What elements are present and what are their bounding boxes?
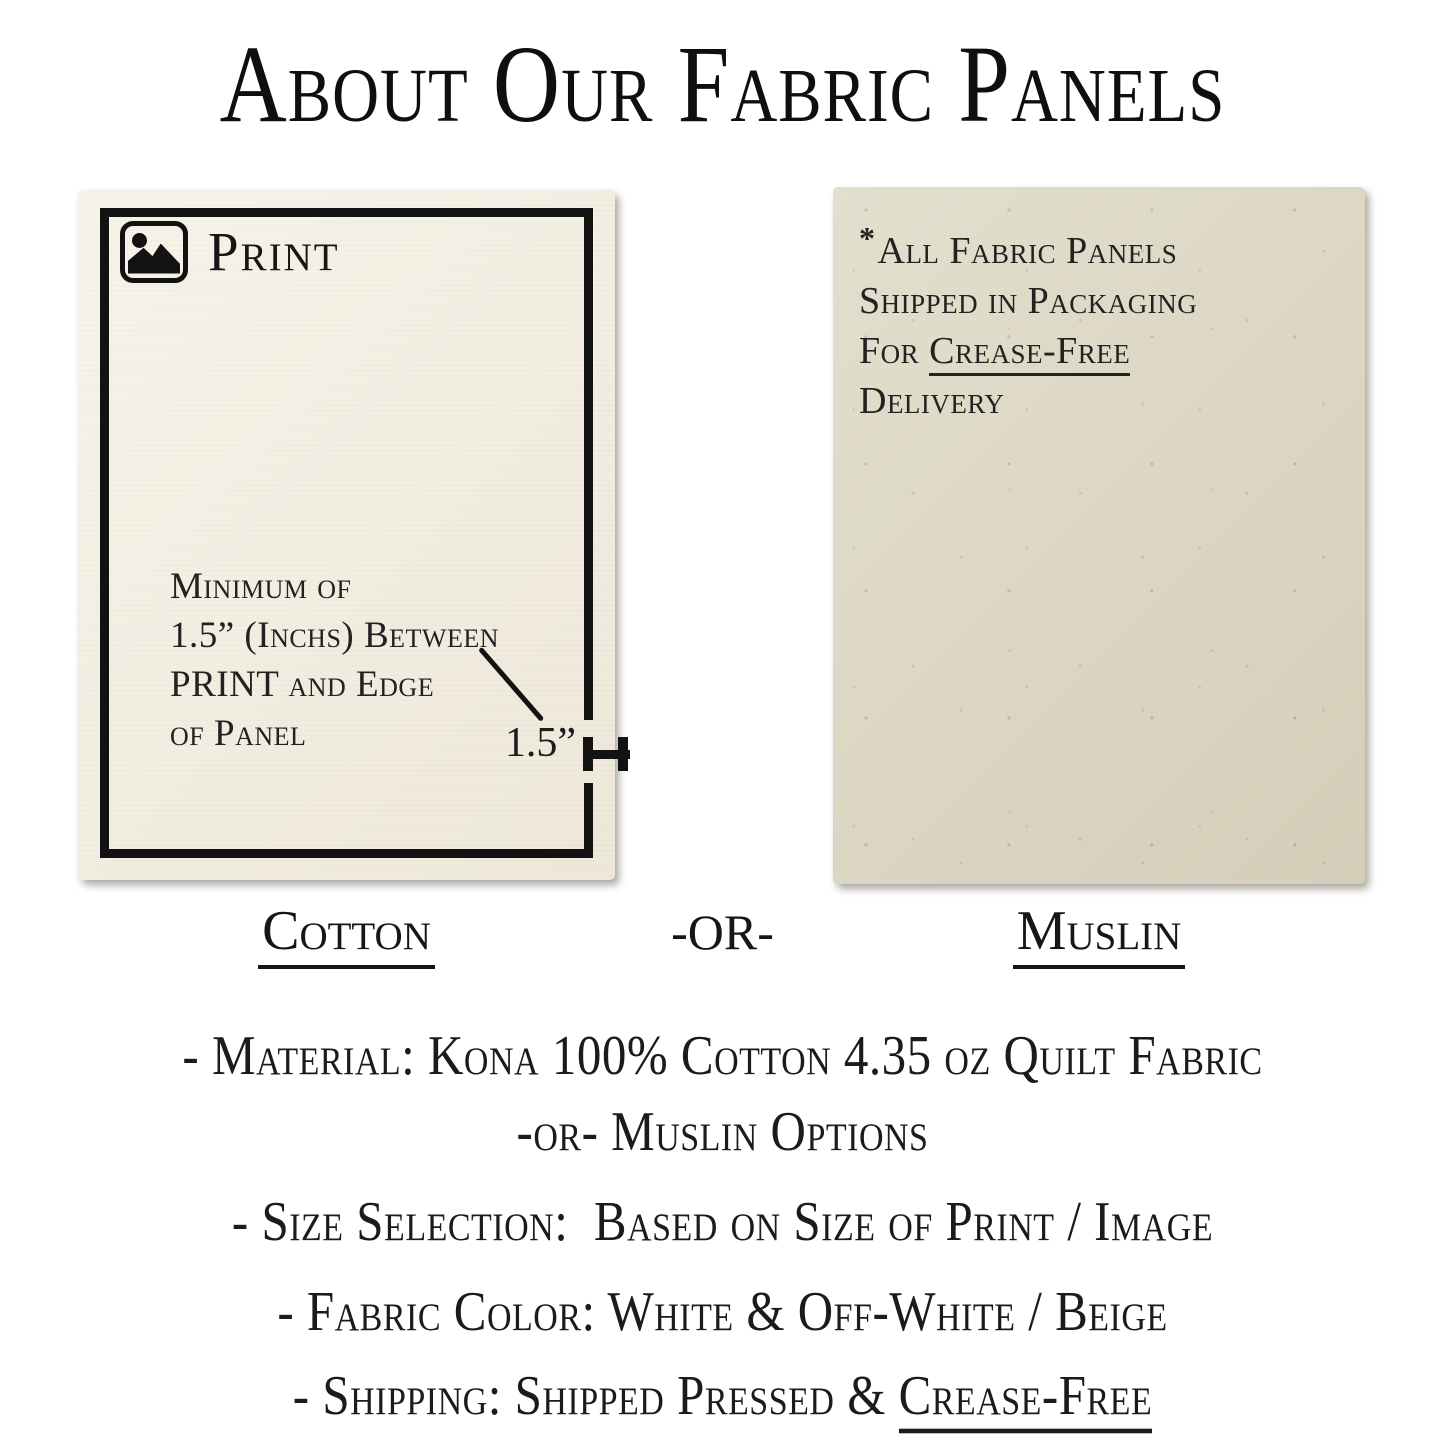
packaging-note-line-3 xyxy=(859,326,1197,376)
image-icon xyxy=(120,221,188,283)
material-line: - Material: Kona 100% Cotton 4.35 oz Quilt Fabric xyxy=(182,1023,1263,1087)
asterisk-footnote-marker: * xyxy=(859,220,876,256)
or-divider-label: -OR- xyxy=(671,904,774,960)
packaging-note-line-2: Shipped in Packaging xyxy=(859,280,1198,322)
cotton-caption-label: Cotton xyxy=(258,902,435,969)
image-icon-sun xyxy=(132,233,147,248)
packaging-note-line-1 xyxy=(859,213,1197,276)
print-border-top xyxy=(100,208,593,217)
muslin-panel xyxy=(833,187,1365,884)
muslin-caption xyxy=(833,898,1365,969)
packaging-note-line-4: Delivery xyxy=(859,380,1005,422)
packaging-note-text-3: For xyxy=(859,330,930,372)
crease-free-underlined: Crease-Free xyxy=(929,330,1130,376)
print-border-left xyxy=(100,208,109,858)
print-label: Print xyxy=(208,221,340,282)
page-title: About Our Fabric Panels xyxy=(219,24,1226,146)
margin-note-line-1: Minimum of xyxy=(170,566,352,607)
margin-note-line-4: of Panel xyxy=(170,713,307,754)
margin-note-line-2: 1.5” (Inchs) Between xyxy=(170,615,500,656)
shipping-line xyxy=(0,1362,1445,1430)
material-or-line: -or- Muslin Options xyxy=(516,1099,929,1163)
margin-note xyxy=(170,562,499,758)
muslin-caption-label: Muslin xyxy=(1013,902,1186,969)
size-selection-line: - Size Selection: Based on Size of Print / Image xyxy=(231,1189,1214,1253)
print-border-right-lower xyxy=(584,783,593,858)
margin-note-line-3: PRINT and Edge xyxy=(170,664,435,705)
measure-marker-right-cap xyxy=(618,737,628,771)
fabric-color-line: - Fabric Color: White & Off-White / Beige xyxy=(277,1279,1168,1343)
shipping-crease-free-underlined: Crease-Free xyxy=(899,1363,1153,1433)
shipping-line-prefix: - Shipping: Shipped Pressed & xyxy=(292,1363,899,1427)
print-border-right-upper xyxy=(584,208,593,720)
packaging-note-text-1: All Fabric Panels xyxy=(877,230,1178,272)
cotton-panel xyxy=(78,190,615,880)
image-icon-mountains xyxy=(128,244,180,274)
packaging-note xyxy=(859,213,1197,426)
print-border-bottom xyxy=(100,849,593,858)
measurement-label: 1.5” xyxy=(504,720,576,766)
print-label-row xyxy=(120,220,340,283)
